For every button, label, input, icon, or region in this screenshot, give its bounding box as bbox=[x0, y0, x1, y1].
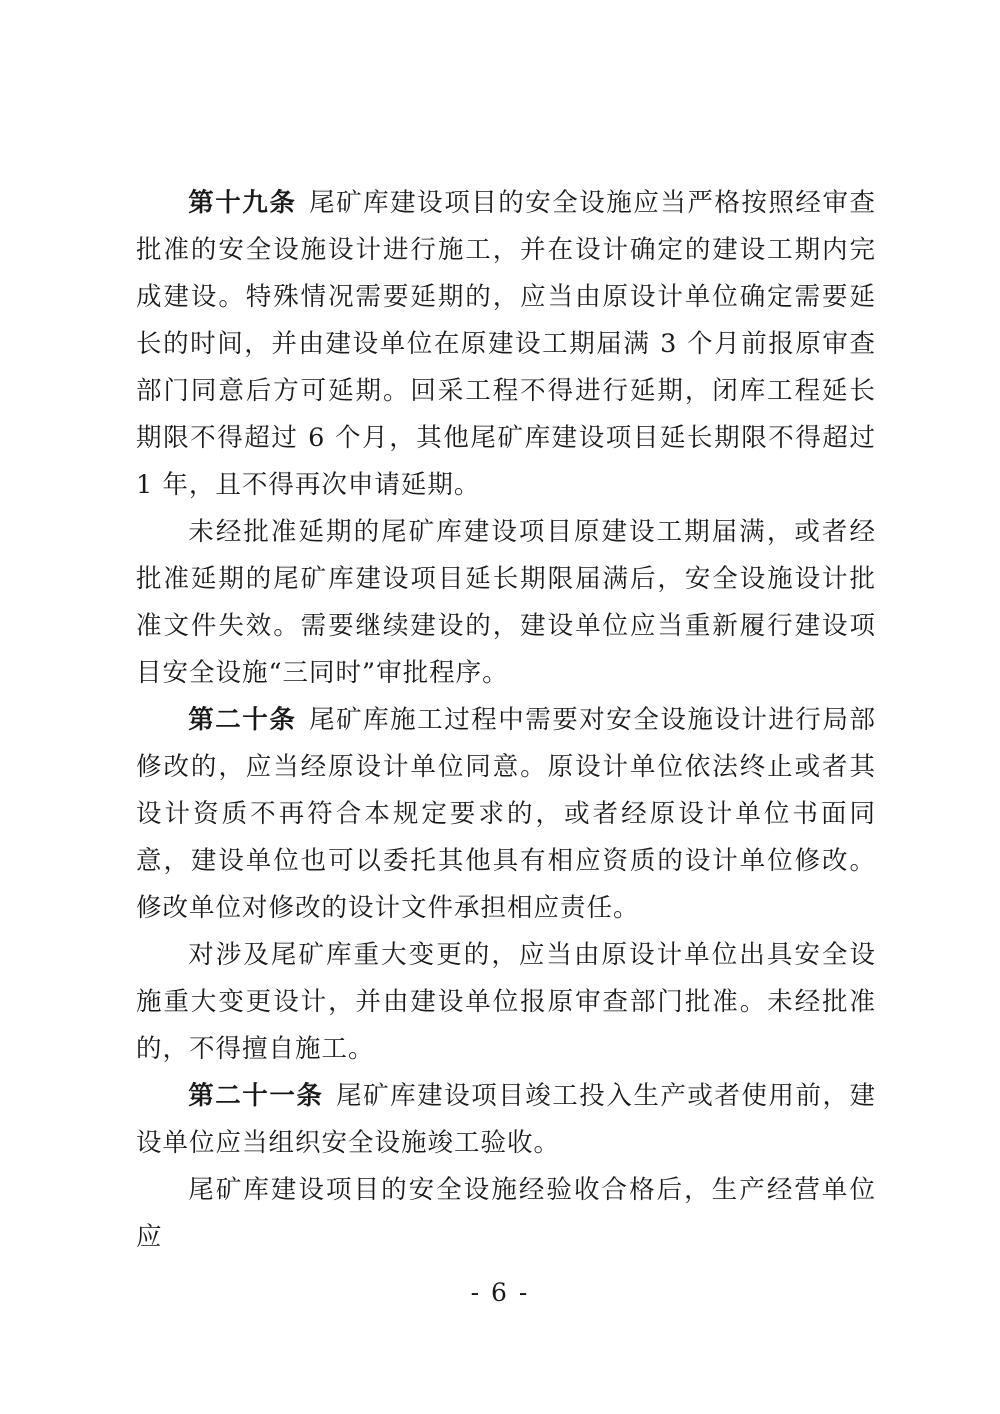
article-19-continued-text: 未经批准延期的尾矿库建设项目原建设工期届满，或者经批准延期的尾矿库建设项目延长期限届满后，安全设施设计批准文件失效。需要继续建设的，建设单位应当重新履行建设项目安全设施“三同时”审批程序。 bbox=[136, 517, 876, 688]
article-21-heading: 第二十一条 bbox=[188, 1081, 324, 1111]
article-21-continued-text: 尾矿库建设项目的安全设施经验收合格后，生产经营单位应 bbox=[136, 1175, 876, 1252]
paragraph-article-20-continued bbox=[136, 932, 876, 1073]
paragraph-article-21 bbox=[136, 1073, 876, 1167]
article-21-text: 尾矿库建设项目竣工投入生产或者使用前，建设单位应当组织安全设施竣工验收。 bbox=[136, 1081, 876, 1158]
document-body bbox=[136, 180, 876, 1261]
paragraph-article-19-continued bbox=[136, 509, 876, 697]
article-19-text: 尾矿库建设项目的安全设施应当严格按照经审查批准的安全设施设计进行施工，并在设计确定的建设工期内完成建设。特殊情况需要延期的，应当由原设计单位确定需要延长的时间，并由建设单位在原建设工期届满 3 个月前报原审查部门同意后方可延期。回采工程不得进行延期，闭库工程延长期限不得超过 6 个月，其他尾矿库建设项目延长期限不得超过 1 年，且不得再次申请延期。 bbox=[136, 188, 876, 500]
paragraph-article-21-continued bbox=[136, 1167, 876, 1261]
page-number: - 6 - bbox=[470, 1278, 530, 1307]
article-20-continued-text: 对涉及尾矿库重大变更的，应当由原设计单位出具安全设施重大变更设计，并由建设单位报原审查部门批准。未经批准的，不得擅自施工。 bbox=[136, 940, 876, 1064]
paragraph-article-19 bbox=[136, 180, 876, 509]
paragraph-article-20 bbox=[136, 697, 876, 932]
article-19-heading: 第十九条 bbox=[188, 188, 297, 218]
article-20-text: 尾矿库施工过程中需要对安全设施设计进行局部修改的，应当经原设计单位同意。原设计单位依法终止或者其设计资质不再符合本规定要求的，或者经原设计单位书面同意，建设单位也可以委托其他具有相应资质的设计单位修改。修改单位对修改的设计文件承担相应责任。 bbox=[136, 705, 876, 923]
article-20-heading: 第二十条 bbox=[188, 705, 297, 735]
